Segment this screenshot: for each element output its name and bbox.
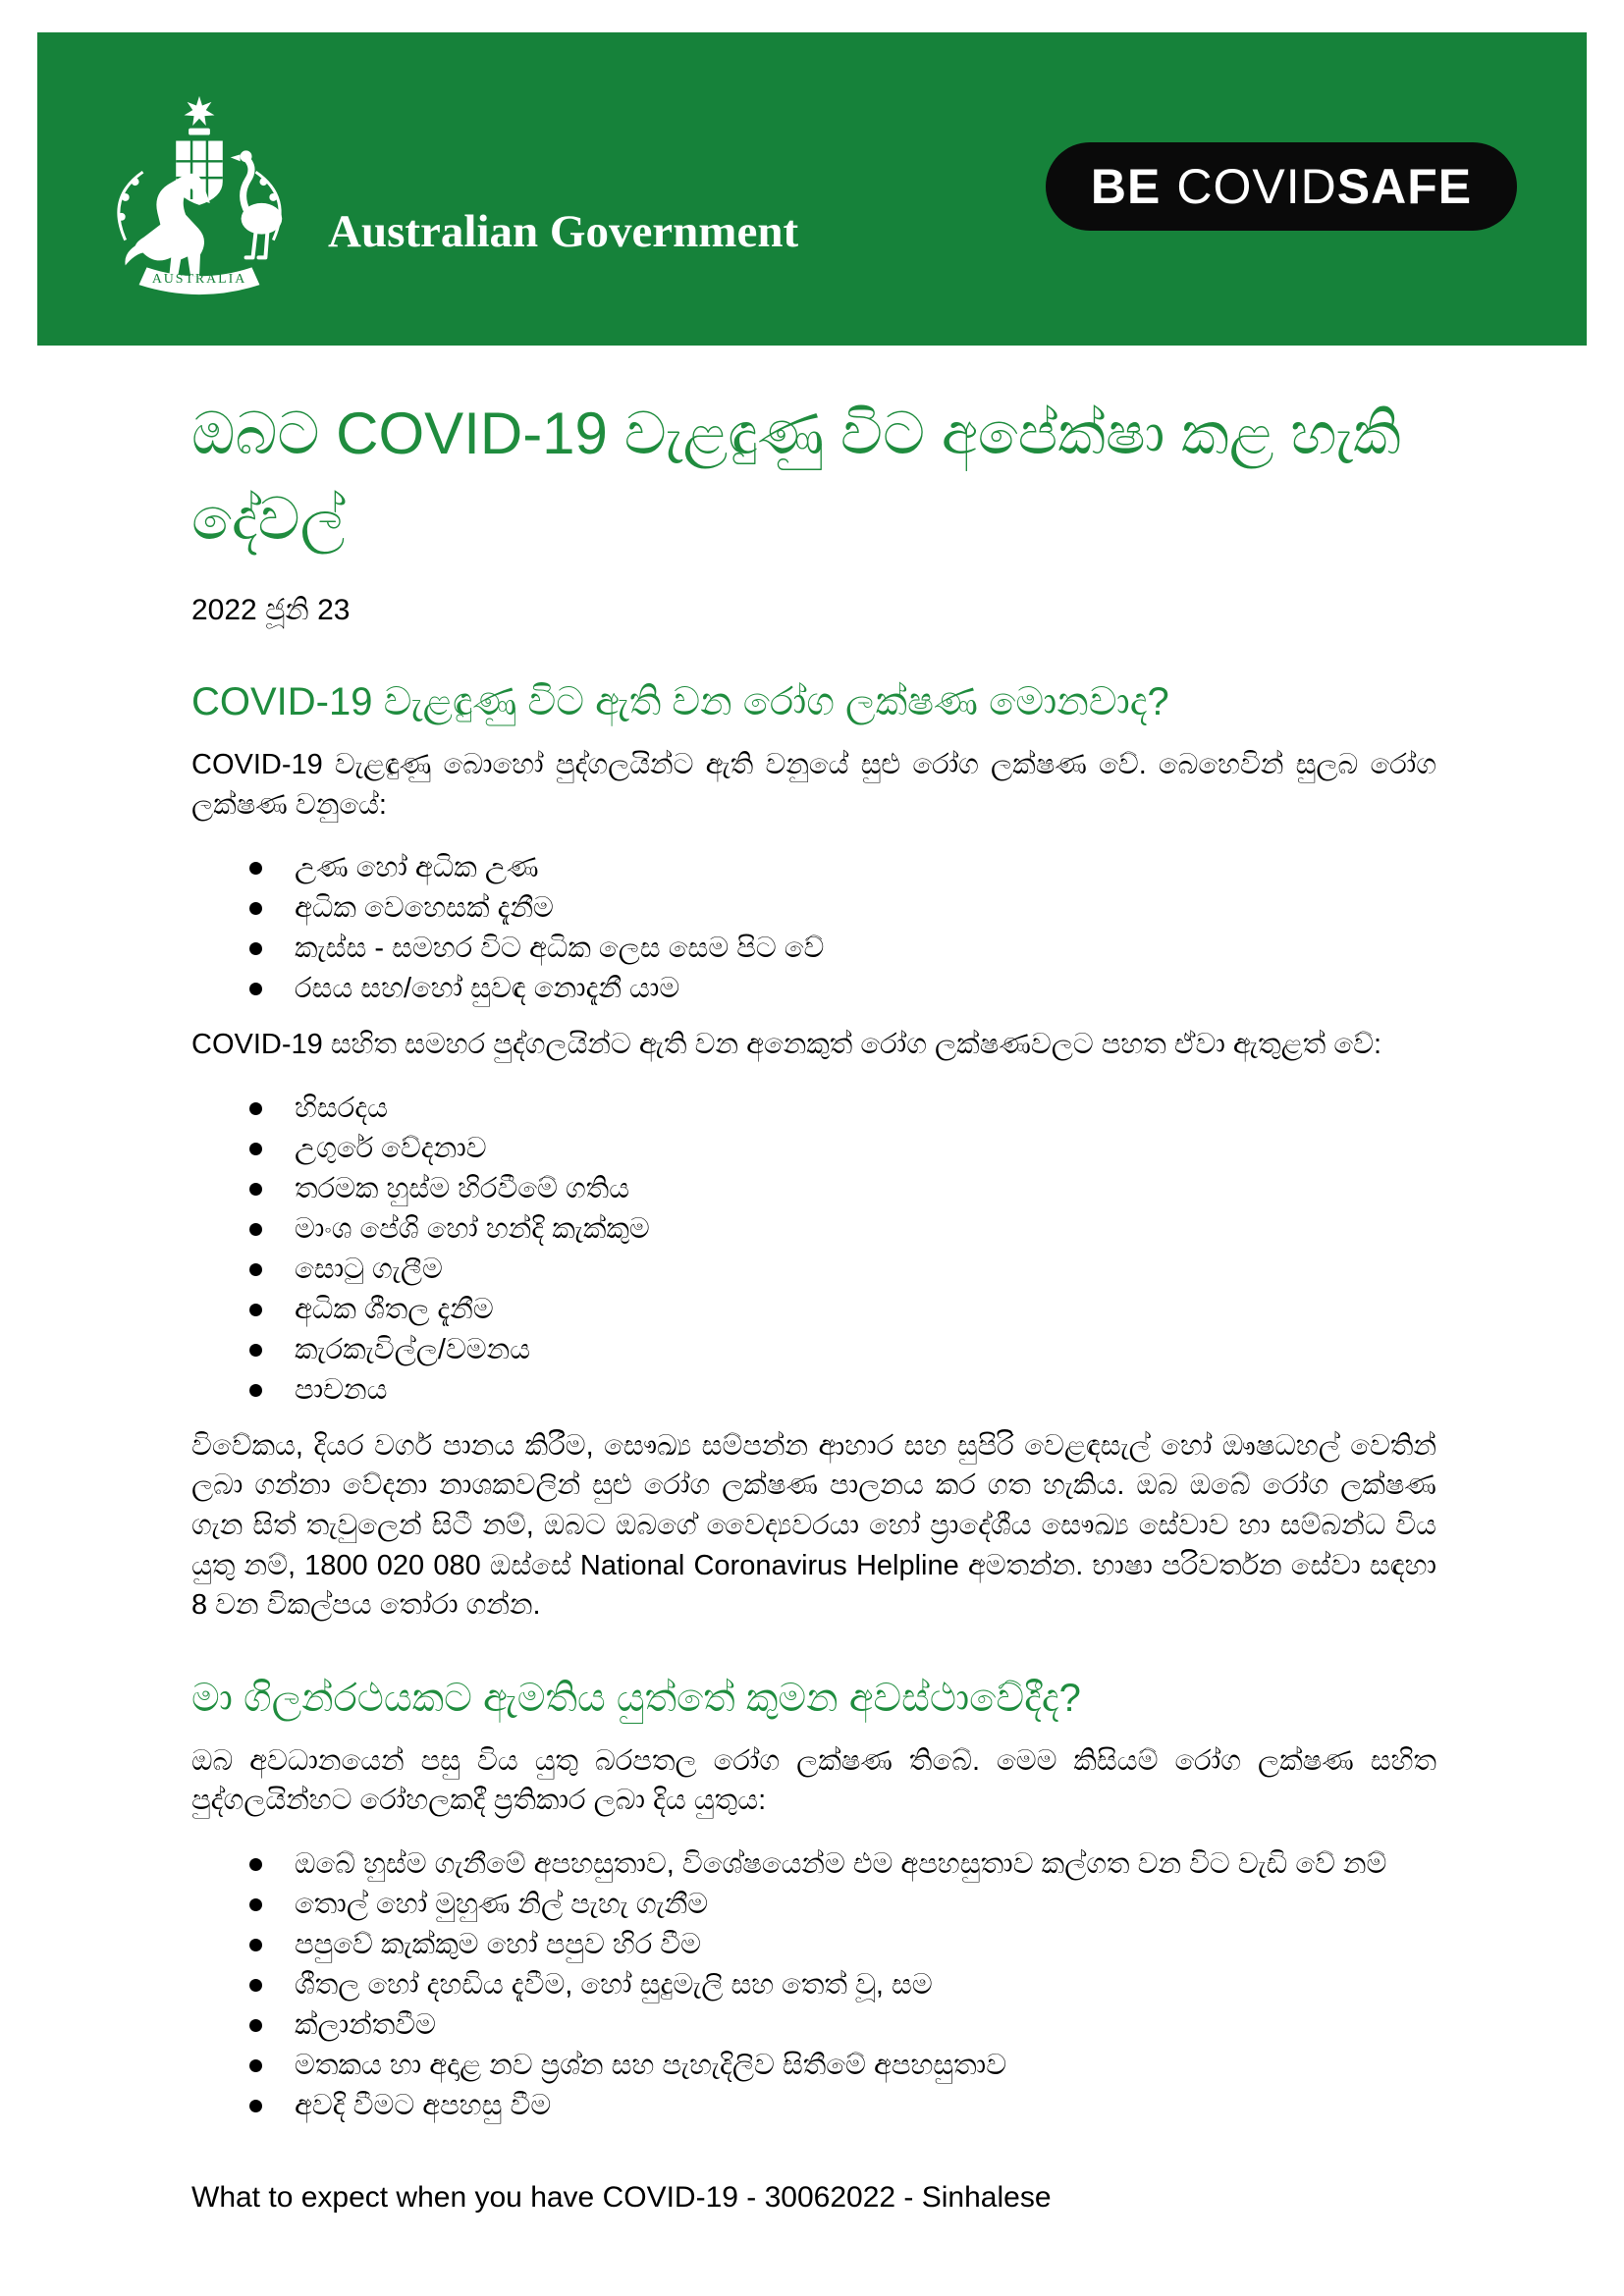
section-heading-symptoms: COVID-19 වැළඳුණු විට ඇති වන රෝග ලක්ෂණ මොනවාද?	[191, 680, 1169, 723]
badge-covid: COVID	[1176, 159, 1337, 214]
list-item: හිසරදය	[295, 1089, 1436, 1129]
symptoms-intro-paragraph: COVID-19 වැළඳුණු බොහෝ පුද්ගලයින්ට ඇති වනුයේ සුළු රෝග ලක්ෂණ වේ. බෙහෙවින් සුලබ රෝග ලක්ෂණ වනුයේ:	[191, 749, 1436, 821]
list-item: තොල් හෝ මුහුණ නිල් පැහැ ගැනීම	[295, 1885, 1436, 1925]
australia-banner-label: AUSTRALIA	[151, 272, 247, 288]
list-item: අවදි වීමට අපහසු වීම	[295, 2086, 1436, 2126]
be-covidsafe-badge	[1046, 142, 1517, 231]
document-footer: What to expect when you have COVID-19 - 30062022 - Sinhalese	[191, 2181, 1052, 2214]
list-item: සොටු ගැලීම	[295, 1250, 1436, 1290]
list-item: කැරකැවිල්ල/වමනය	[295, 1330, 1436, 1370]
list-item: ක්ලාන්තවීම	[295, 2005, 1436, 2046]
list-item: පාචනය	[295, 1370, 1436, 1411]
list-item: රසය සහ/හෝ සුවඳ නොදැනී යාම	[295, 969, 1436, 1009]
australian-coat-of-arms-icon	[92, 54, 306, 335]
document-content	[191, 346, 1436, 2136]
emu-icon	[231, 150, 283, 257]
commonwealth-star-icon	[185, 96, 215, 135]
other-symptoms-intro-paragraph: COVID-19 සහිත සමහර පුද්ගලයින්ට ඇති වන අනෙකුත් රෝග ලක්ෂණවලට පහත ඒවා ඇතුළත් වේ:	[191, 1029, 1382, 1061]
list-item: පපුවේ කැක්කුම හෝ පපුව හිර වීම	[295, 1925, 1436, 1965]
common-symptoms-list	[191, 848, 1436, 1009]
list-item: කැස්ස - සමහර විට අධික ලෙස සෙම පිට වේ	[295, 929, 1436, 969]
list-item: අධික ශීතල දැනීම	[295, 1290, 1436, 1330]
list-item: අධික වෙහෙසක් දැනීම	[295, 888, 1436, 929]
header-band	[37, 32, 1587, 346]
severe-symptoms-list	[191, 1844, 1436, 2126]
publication-date: 2022 ජූනි 23	[191, 594, 351, 626]
list-item: ඔබේ හුස්ම ගැනීමේ අපහසුතාව, විශේෂයෙන්ම එම අපහසුතාව කල්ගත වන විට වැඩි වේ නම්	[295, 1844, 1436, 1885]
list-item: උගුරේ වේදනාව	[295, 1129, 1436, 1169]
kangaroo-icon	[125, 174, 209, 277]
badge-safe: SAFE	[1336, 159, 1473, 214]
list-item: මාංශ පේශි හෝ හන්දි කැක්කුම	[295, 1209, 1436, 1250]
australian-government-wordmark: Australian Government	[328, 206, 799, 257]
page-title: ඔබට COVID-19 වැළඳුණු විට අපේක්ෂා කළ හැකි දේවල්	[191, 400, 1401, 552]
other-symptoms-list	[191, 1089, 1436, 1411]
australia-banner	[139, 267, 260, 294]
severe-symptoms-intro-paragraph: ඔබ අවධානයෙන් පසු විය යුතු බරපතල රෝග ලක්ෂණ තිබේ. මෙම කිසියම් රෝග ලක්ෂණ සහිත පුද්ගලයින්හට රෝහලකදී ප්‍රතිකාර ලබා දිය යුතුය:	[191, 1744, 1436, 1817]
list-item: ශීතල හෝ දහඩිය දැවීම, හෝ සුදුමැලි සහ තෙත් වූ, සම	[295, 1965, 1436, 2005]
list-item: තරමක හුස්ම හිරවීමේ ගතිය	[295, 1169, 1436, 1209]
management-helpline-paragraph: විවේකය, දියර වර්ග පානය කිරීම, සෞඛ්‍ය සම්පන්න ආහාර සහ සුපිරි වෙළඳසැල් හෝ ඖෂධහල් වෙතින් ලබා ගන්නා වේදනා නාශකවලින් සුළු රෝග ලක්ෂණ පාලනය කර ගත හැකිය. ඔබ ඔබේ රෝග ලක්ෂණ ගැන සිත් තැවුලෙන් සිටී නම්, ඔබට ඔබගේ වෛද්‍යවරයා හෝ ප්‍රාදේශීය සෞඛ්‍ය සේවාව හා සම්බන්ධ විය යුතු නම්, 1800 020 080 ඔස්සේ National Coronavirus Helpline අමතන්න. භාෂා පරිවර්තන සේවා සඳහා 8 වන විකල්පය තෝරා ගන්න.	[191, 1429, 1436, 1622]
list-item: මතකය හා අදාළ නව ප්‍රශ්න සහ පැහැදිලිව සිතීමේ අපහසුතාව	[295, 2046, 1436, 2086]
badge-be: BE	[1090, 159, 1162, 214]
list-item: උණ හෝ අධික උණ	[295, 848, 1436, 888]
section-heading-ambulance: මා ගිලන්රථයකට ඇමතිය යුත්තේ කුමන අවස්ථාවේදීද?	[191, 1676, 1081, 1720]
